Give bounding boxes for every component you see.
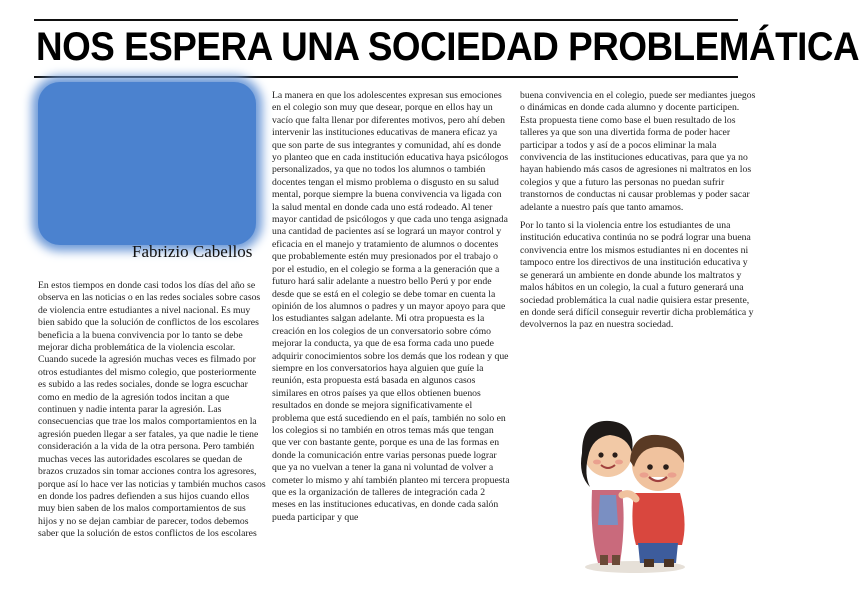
author-photo-placeholder [38, 82, 256, 245]
headline: NOS ESPERA UNA SOCIEDAD PROBLEMÁTICA [36, 25, 859, 69]
headline-bottom-rule [34, 76, 738, 78]
paragraph: La manera en que los adolescentes expresan sus emociones en el colegio son muy que desear, porque en ellos hay un vacío que falta llenar por diferentes motivos, pero ahí deben intervenir las instituciones educativas de manera eficaz ya que son parte de sus integrantes y comunidad, ahí es donde yo planteo que en cada institución educativa haya psicólogos personalizados, ya que no todos los alumnos o también docentes tengan el mismo problema o disgusto en su salud mental, porque siempre la buena convivencia va ligada con la salud mental en donde cada uno está rodeado. Al tener mayor cantidad de psicólogos y que cada uno tenga asignada una cantidad de pacientes así se logrará un mayor control y eficacia en el manejo y tratamiento de alumnos o docentes que probablemente estén muy presionados por el trabajo o por el estudio, en el colegio se forma a la generación que a futuro hará salir adelante a nuestro bello Perú y por ende desde que se está en el colegio se debe tomar en cuenta la opinión de los alumnos o padres y un mayor apoyo para que los estudiantes salgan adelante. Mi otra propuesta es la creación en los colegios de un conversatorio sobre cómo mejorar la conducta, ya que de esa forma cada uno puede adquirir conocimientos sobre los demás que los rodean y que siempre en los conversatorios haya alguien que guíe la reunión, esta propuesta está basada en algunos casos similares en otros países ya que ellos obtienen buenos resultados en donde se mejora significativamente el problema que está sucediendo en el país, también no solo en los colegios si no también en otros temas más que tengan que ver con bastante gente, porque es una de las formas en donde la comunicación entre varias personas puede lograr que ya no vuelvan a tener la gana ni voluntad de volver a cometer lo mismo y ahí también planteo mi tercera propuesta que es la organización de talleres de integración cada 2 meses en las instituciones educativas, en donde cada salón pueda participar y que [272, 90, 510, 523]
top-rule [34, 19, 738, 21]
paragraph: buena convivencia en el colegio, puede ser mediantes juegos o dinámicas en donde cada alumno y docente participen. Esta propuesta tiene como base el buen resultado de los talleres ya que son una divertida forma de poder hacer participar a todos y así de a pocos eliminar la mala convivencia de las instituciones educativas, para que ya no hayan habiendo más casos de agresiones ni maltratos en los colegios y que a futuro las personas no puedan sufrir transtornos de conductas ni causar problemas y poder sacar adelante a nuestro país que tanto amamos. [520, 90, 756, 213]
paragraph: En estos tiempos en donde casi todos los días del año se observa en las noticias o en las redes sociales sobre casos de violencia entre estudiantes a nivel nacional. Es muy bien sabido que la solución de conflictos de los escolares beneficia a la buena convivencia por lo tanto se debe mejorar dicha problemática de la violencia escolar. Cuando sucede la agresión muchas veces es filmado por otros estudiantes del mismo colegio, que posteriormente es subido a las redes sociales, donde se logra escuchar como en medio de la agresión todos incitan a que continuen y nadie intenta parar la agresión. Las consecuencias que trae los malos comportamientos en la agresión pueden llegar a ser fatales, ya que nadie le tiene consideración a la vida de la otra persona. Pero también muchas veces las autoridades escolares se quedan de brazos cruzados sin tomar acciones contra los agresores, porque así lo hace ver las noticias y también muchos casos en donde los padres defienden a sus hijos cuando ellos muy bien saben de los malos comportamientos de sus hijos y no se dejan cambiar de parecer, todos debemos saber que la solución de estos conflictos de los escolares [38, 280, 266, 540]
article-column-2 [272, 90, 510, 584]
author-byline: Fabrizio Cabellos [132, 242, 253, 261]
article-column-1 [38, 280, 266, 585]
article-column-3 [520, 90, 756, 380]
boy-figure [622, 435, 685, 567]
children-illustration [570, 395, 700, 575]
paragraph: Por lo tanto si la violencia entre los estudiantes de una institución educativa continúa no se podrá lograr una buena convivencia entre los mismos estudiantes ni en docentes ni tampoco entre los directivos de una institución educativa y se generará un ambiente en donde abunde los maltratos y malos hábitos en un colegio, la cual a futuro generará una sociedad problemática la cual nadie quisiera estar presente, en donde será difícil conseguir revertir dicha problemática y devolvernos la paz en nuestra sociedad. [520, 220, 754, 331]
